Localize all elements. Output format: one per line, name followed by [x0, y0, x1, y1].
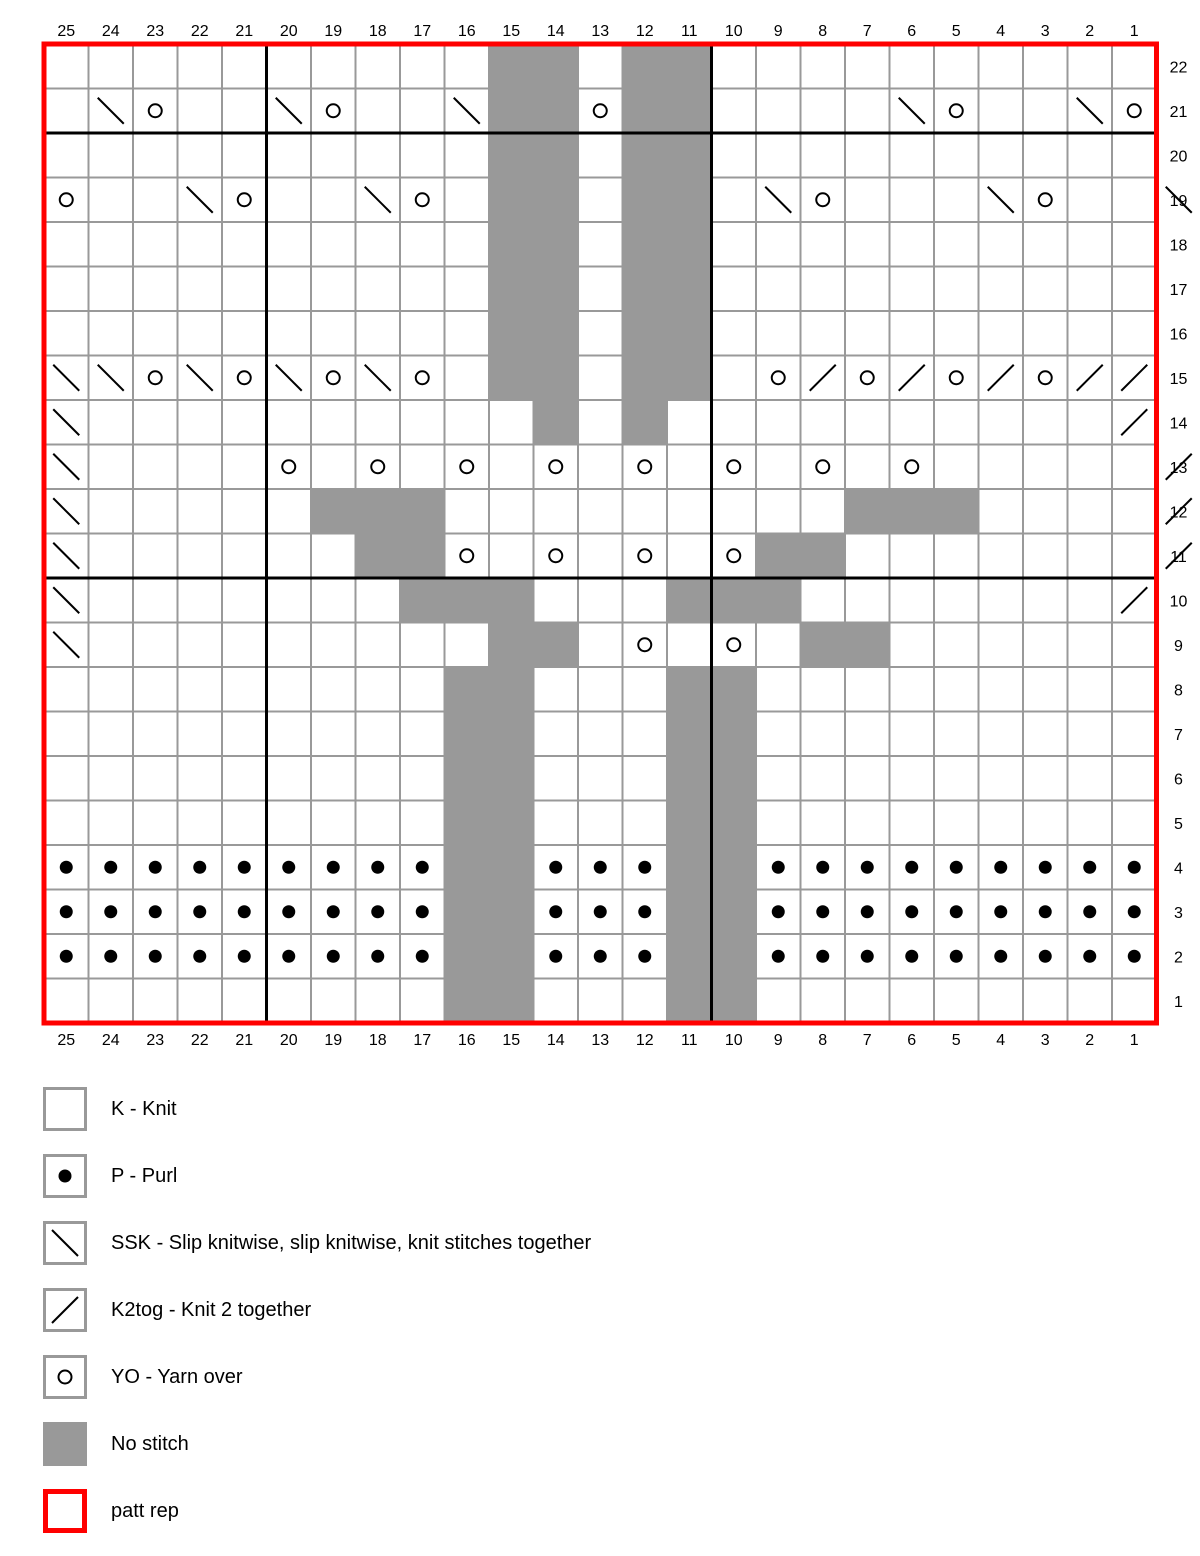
no-stitch-cell	[667, 267, 712, 312]
column-number-top: 20	[279, 23, 298, 40]
no-stitch-cell	[534, 400, 579, 445]
column-number-bottom: 13	[591, 1032, 610, 1049]
no-stitch-cell	[356, 489, 401, 534]
no-stitch-cell	[712, 845, 757, 890]
purl-symbol	[772, 905, 785, 918]
no-stitch-cell	[489, 979, 534, 1024]
row-number: 20	[1169, 148, 1188, 166]
column-number-top: 21	[235, 23, 254, 40]
yarn-over-symbol	[43, 1355, 87, 1399]
no-stitch-cell	[712, 667, 757, 712]
row-number: 11	[1170, 548, 1187, 566]
purl-symbol	[816, 861, 829, 874]
column-number-top: 15	[502, 23, 521, 40]
legend-label: K - Knit	[111, 1098, 177, 1120]
no-stitch-cell	[445, 578, 490, 623]
column-number-top: 6	[907, 23, 917, 40]
no-stitch-cell	[445, 801, 490, 846]
no-stitch-cell	[712, 578, 757, 623]
column-number-top: 13	[591, 23, 610, 40]
no-stitch-cell	[534, 89, 579, 134]
column-number-bottom: 20	[279, 1032, 298, 1049]
column-number-top: 24	[101, 23, 120, 40]
no-stitch-cell	[489, 712, 534, 757]
no-stitch-cell	[712, 756, 757, 801]
legend-label: K2tog - Knit 2 together	[111, 1299, 312, 1321]
no-stitch-cell	[445, 934, 490, 979]
no-stitch-cell	[445, 845, 490, 890]
no-stitch-cell	[712, 979, 757, 1024]
purl-symbol	[994, 861, 1007, 874]
no-stitch-cell	[623, 133, 668, 178]
no-stitch-cell	[667, 890, 712, 935]
column-number-top: 2	[1085, 23, 1095, 40]
purl-symbol	[104, 905, 117, 918]
no-stitch-cell	[489, 578, 534, 623]
column-number-bottom: 17	[413, 1032, 432, 1049]
no-stitch-cell	[845, 489, 890, 534]
no-stitch-cell	[400, 489, 445, 534]
no-stitch-cell	[489, 311, 534, 356]
no-stitch-cell	[623, 311, 668, 356]
column-number-bottom: 14	[546, 1032, 565, 1049]
purl-symbol	[193, 905, 206, 918]
column-number-bottom: 7	[862, 1032, 872, 1049]
no-stitch-cell	[489, 356, 534, 401]
column-number-top: 4	[996, 23, 1006, 40]
no-stitch-cell	[489, 222, 534, 267]
no-stitch-cell	[489, 178, 534, 223]
no-stitch-cell	[356, 534, 401, 579]
column-number-bottom: 4	[996, 1032, 1006, 1049]
row-number: 13	[1169, 459, 1188, 477]
no-stitch-cell	[667, 89, 712, 134]
purl-symbol	[104, 950, 117, 963]
no-stitch-cell	[756, 578, 801, 623]
row-number: 7	[1174, 726, 1183, 744]
no-stitch-cell	[534, 222, 579, 267]
purl-symbol	[238, 905, 251, 918]
purl-symbol	[638, 861, 651, 874]
row-number: 3	[1174, 904, 1183, 922]
column-number-bottom: 24	[101, 1032, 120, 1049]
purl-symbol	[594, 950, 607, 963]
purl-symbol	[1083, 950, 1096, 963]
purl-symbol	[282, 905, 295, 918]
purl-symbol	[371, 950, 384, 963]
purl-symbol	[950, 861, 963, 874]
column-number-top: 12	[635, 23, 654, 40]
column-number-top: 10	[724, 23, 743, 40]
no-stitch-cell	[489, 44, 534, 89]
no-stitch-cell	[667, 801, 712, 846]
row-number: 17	[1169, 281, 1188, 299]
purl-symbol	[193, 861, 206, 874]
no-stitch-cell	[934, 489, 979, 534]
column-number-bottom: 25	[57, 1032, 76, 1049]
column-number-top: 9	[773, 23, 783, 40]
no-stitch-cell	[534, 356, 579, 401]
k2tog-symbol	[43, 1288, 87, 1332]
column-number-bottom: 2	[1085, 1032, 1095, 1049]
purl-symbol	[104, 861, 117, 874]
column-number-top: 17	[413, 23, 432, 40]
no-stitch-cell	[667, 667, 712, 712]
legend-label: SSK - Slip knitwise, slip knitwise, knit stitches together	[111, 1232, 592, 1254]
purl-symbol	[327, 950, 340, 963]
no-stitch-cell	[489, 801, 534, 846]
purl-symbol	[238, 950, 251, 963]
purl-symbol	[1128, 950, 1141, 963]
row-number: 18	[1169, 237, 1188, 255]
purl-symbol	[1039, 950, 1052, 963]
knit-symbol	[43, 1087, 87, 1131]
pattern-repeat-symbol	[43, 1489, 87, 1533]
no-stitch-cell	[489, 934, 534, 979]
purl-symbol	[994, 905, 1007, 918]
no-stitch-cell	[534, 133, 579, 178]
row-number: 22	[1169, 59, 1188, 77]
purl-symbol	[950, 905, 963, 918]
purl-symbol	[1128, 905, 1141, 918]
purl-symbol	[327, 905, 340, 918]
no-stitch-cell	[489, 133, 534, 178]
purl-symbol	[1128, 861, 1141, 874]
purl-symbol	[416, 950, 429, 963]
no-stitch-cell	[712, 712, 757, 757]
column-number-top: 25	[57, 23, 76, 40]
purl-symbol	[594, 905, 607, 918]
no-stitch-cell	[801, 534, 846, 579]
row-number: 14	[1169, 415, 1188, 433]
row-number: 10	[1169, 593, 1188, 611]
purl-symbol	[905, 861, 918, 874]
purl-symbol	[772, 861, 785, 874]
purl-symbol	[327, 861, 340, 874]
no-stitch-cell	[489, 267, 534, 312]
column-number-bottom: 18	[368, 1032, 387, 1049]
no-stitch-cell	[667, 356, 712, 401]
no-stitch-cell	[667, 133, 712, 178]
purl-symbol	[371, 905, 384, 918]
no-stitch-cell	[801, 623, 846, 668]
no-stitch-cell	[489, 890, 534, 935]
no-stitch-cell	[712, 890, 757, 935]
no-stitch-cell	[489, 756, 534, 801]
no-stitch-symbol	[43, 1422, 87, 1466]
column-number-bottom: 3	[1040, 1032, 1050, 1049]
legend-label: No stitch	[111, 1433, 189, 1455]
no-stitch-cell	[623, 267, 668, 312]
no-stitch-cell	[489, 845, 534, 890]
no-stitch-cell	[667, 44, 712, 89]
purl-symbol	[60, 861, 73, 874]
purl-symbol	[238, 861, 251, 874]
purl-symbol	[416, 905, 429, 918]
column-number-top: 14	[546, 23, 565, 40]
ssk-symbol	[43, 1221, 87, 1265]
row-number: 4	[1174, 860, 1183, 878]
purl-symbol	[816, 950, 829, 963]
column-number-bottom: 12	[635, 1032, 654, 1049]
purl-symbol	[861, 861, 874, 874]
no-stitch-cell	[667, 311, 712, 356]
purl-symbol	[994, 950, 1007, 963]
no-stitch-cell	[445, 667, 490, 712]
column-number-bottom: 15	[502, 1032, 521, 1049]
purl-symbol	[149, 905, 162, 918]
column-number-top: 3	[1040, 23, 1050, 40]
no-stitch-cell	[534, 311, 579, 356]
no-stitch-cell	[667, 845, 712, 890]
no-stitch-cell	[311, 489, 356, 534]
column-number-bottom: 10	[724, 1032, 743, 1049]
column-number-bottom: 11	[680, 1032, 698, 1049]
no-stitch-cell	[623, 400, 668, 445]
no-stitch-cell	[667, 756, 712, 801]
purl-symbol	[594, 861, 607, 874]
row-number: 19	[1169, 192, 1188, 210]
no-stitch-cell	[534, 44, 579, 89]
purl-symbol	[371, 861, 384, 874]
no-stitch-cell	[667, 712, 712, 757]
row-number: 12	[1169, 504, 1188, 522]
purl-symbol	[950, 950, 963, 963]
row-number: 1	[1174, 993, 1183, 1011]
no-stitch-cell	[445, 979, 490, 1024]
column-number-bottom: 8	[818, 1032, 828, 1049]
purl-symbol	[282, 950, 295, 963]
purl-symbol	[1083, 861, 1096, 874]
column-number-top: 7	[862, 23, 872, 40]
column-number-bottom: 1	[1129, 1032, 1139, 1049]
no-stitch-cell	[534, 178, 579, 223]
purl-symbol	[1039, 905, 1052, 918]
purl-symbol	[861, 905, 874, 918]
no-stitch-cell	[756, 534, 801, 579]
column-number-bottom: 16	[457, 1032, 476, 1049]
column-number-top: 19	[324, 23, 343, 40]
column-number-top: 22	[190, 23, 209, 40]
purl-symbol	[772, 950, 785, 963]
no-stitch-cell	[623, 178, 668, 223]
no-stitch-cell	[623, 222, 668, 267]
column-number-top: 1	[1129, 23, 1139, 40]
no-stitch-cell	[489, 623, 534, 668]
purl-symbol	[549, 905, 562, 918]
no-stitch-cell	[667, 979, 712, 1024]
no-stitch-cell	[712, 801, 757, 846]
no-stitch-cell	[667, 934, 712, 979]
column-number-top: 16	[457, 23, 476, 40]
purl-symbol	[638, 905, 651, 918]
no-stitch-cell	[445, 756, 490, 801]
column-number-bottom: 5	[951, 1032, 961, 1049]
no-stitch-cell	[534, 267, 579, 312]
column-number-top: 5	[951, 23, 961, 40]
no-stitch-cell	[445, 712, 490, 757]
purl-symbol	[43, 1154, 87, 1198]
purl-symbol	[1039, 861, 1052, 874]
no-stitch-cell	[623, 89, 668, 134]
purl-symbol	[816, 905, 829, 918]
column-number-bottom: 23	[146, 1032, 165, 1049]
purl-symbol	[60, 950, 73, 963]
column-number-bottom: 22	[190, 1032, 209, 1049]
row-number: 6	[1174, 771, 1183, 789]
column-number-top: 18	[368, 23, 387, 40]
purl-symbol	[1083, 905, 1096, 918]
no-stitch-cell	[623, 356, 668, 401]
purl-symbol	[861, 950, 874, 963]
row-number: 2	[1174, 949, 1183, 967]
no-stitch-cell	[400, 534, 445, 579]
purl-symbol	[416, 861, 429, 874]
purl-symbol	[149, 861, 162, 874]
purl-symbol	[549, 861, 562, 874]
purl-symbol	[638, 950, 651, 963]
column-number-top: 8	[818, 23, 828, 40]
legend-label: P - Purl	[111, 1165, 178, 1187]
column-number-bottom: 6	[907, 1032, 917, 1049]
purl-symbol	[149, 950, 162, 963]
no-stitch-cell	[623, 44, 668, 89]
purl-symbol	[60, 905, 73, 918]
no-stitch-cell	[890, 489, 935, 534]
row-number: 21	[1169, 103, 1188, 121]
row-number: 8	[1174, 682, 1183, 700]
row-number: 15	[1169, 370, 1188, 388]
no-stitch-cell	[712, 934, 757, 979]
purl-symbol	[905, 905, 918, 918]
purl-symbol	[282, 861, 295, 874]
purl-symbol	[193, 950, 206, 963]
no-stitch-cell	[489, 667, 534, 712]
no-stitch-cell	[400, 578, 445, 623]
no-stitch-cell	[534, 623, 579, 668]
column-number-bottom: 21	[235, 1032, 254, 1049]
purl-symbol	[549, 950, 562, 963]
no-stitch-cell	[845, 623, 890, 668]
no-stitch-cell	[445, 890, 490, 935]
row-number: 16	[1169, 326, 1188, 344]
column-number-bottom: 9	[773, 1032, 783, 1049]
row-number: 5	[1174, 815, 1183, 833]
legend-label: YO - Yarn over	[111, 1366, 243, 1388]
purl-symbol	[905, 950, 918, 963]
no-stitch-cell	[667, 178, 712, 223]
legend-label: patt rep	[111, 1500, 179, 1522]
no-stitch-cell	[667, 578, 712, 623]
no-stitch-cell	[667, 222, 712, 267]
no-stitch-cell	[489, 89, 534, 134]
column-number-bottom: 19	[324, 1032, 343, 1049]
row-number: 9	[1174, 637, 1183, 655]
column-number-top: 23	[146, 23, 165, 40]
column-number-top: 11	[680, 23, 698, 40]
